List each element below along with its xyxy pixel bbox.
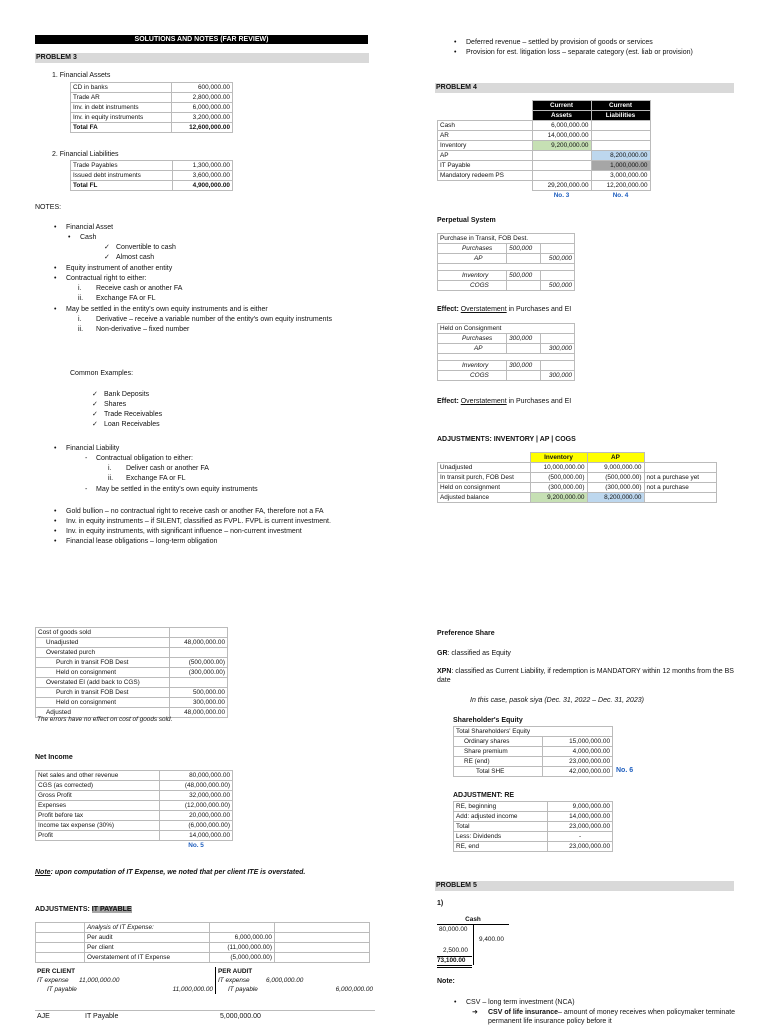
- list-item: • Cash ✓ Convertible to cash ✓ Almost cash: [66, 234, 372, 263]
- table-row: Trade Payables 1,300,000.00: [71, 161, 233, 171]
- table-row: Ordinary shares 15,000,000.00: [454, 737, 613, 747]
- table-row: Inv. in equity instruments 3,200,000.00: [71, 113, 233, 123]
- liability-bullets: [452, 37, 752, 59]
- table-row: Total Shareholders' Equity: [454, 727, 613, 737]
- list-item: • Equity instrument of another entity: [52, 265, 372, 274]
- shareholders-equity-table: [453, 726, 613, 777]
- table-row: Adjusted balance 9,200,000.00 8,200,000.00: [438, 493, 717, 503]
- financial-liabilities-table: [70, 160, 233, 191]
- net-income-table: [35, 770, 233, 850]
- common-examples-list: [90, 389, 162, 432]
- table-row: Total FL 4,900,000.00: [71, 181, 233, 191]
- table-row: Expenses (12,000,000.00): [36, 801, 233, 811]
- table-row: Inventory AP: [438, 453, 717, 463]
- financial-liabilities-label: 2. Financial Liabilities: [52, 151, 119, 158]
- note-label: Note:: [437, 978, 455, 985]
- list-item: • CSV – long term investment (NCA): [452, 999, 752, 1008]
- table-row: PER CLIENT PER AUDIT: [35, 967, 375, 976]
- effect-line-2: Effect: Overstatement in Purchases and EI: [437, 398, 572, 405]
- list-item: ✓ Bank Deposits: [90, 391, 162, 400]
- table-row: Inventory 9,200,000.00: [438, 141, 651, 151]
- table-row: Cost of goods sold: [36, 628, 228, 638]
- adjustment-re-heading: ADJUSTMENT: RE: [453, 792, 515, 799]
- table-row: Analysis of IT Expense:: [36, 923, 370, 933]
- table-row: Inventory 500,000: [438, 271, 575, 281]
- preference-share-heading: Preference Share: [437, 630, 495, 637]
- list-item: • Financial Asset • Cash ✓ Convertible to cash ✓ Almost cash: [52, 224, 372, 264]
- transit-journal: [437, 233, 575, 291]
- table-row: Profit before tax 20,000,000.00: [36, 811, 233, 821]
- table-row: AP 300,000: [438, 344, 575, 354]
- list-item: • Deferred revenue – settled by provision of goods or services: [452, 39, 752, 48]
- table-row: Held on Consignment: [438, 324, 575, 334]
- list-item: - May be settled in the entity's own equity instruments: [82, 486, 372, 495]
- table-row: Issued debt instruments 3,600,000.00: [71, 171, 233, 181]
- list-item: ✓ Convertible to cash: [102, 244, 372, 253]
- notes-heading: NOTES:: [35, 204, 62, 211]
- problem-3-heading: PROBLEM 3: [35, 53, 369, 63]
- page-title: SOLUTIONS AND NOTES (FAR REVIEW): [35, 35, 368, 44]
- list-item: ✓ Loan Receivables: [90, 421, 162, 430]
- table-row: Purchase in Transit, FOB Dest.: [438, 234, 575, 244]
- table-row: CD in banks 600,000.00: [71, 83, 233, 93]
- list-item: i. Derivative – receive a variable number of the entity's own equity instruments: [78, 315, 332, 323]
- table-row: Total SHE 42,000,000.00: [454, 767, 613, 777]
- shareholders-equity-heading: Shareholder's Equity: [453, 717, 523, 724]
- list-item: ii. Non-derivative – fixed number: [78, 326, 190, 333]
- table-row: Per audit 6,000,000.00: [36, 933, 370, 943]
- notes-list: [52, 222, 372, 336]
- table-row: Gross Profit 32,000,000.00: [36, 791, 233, 801]
- adjustments-inventory-table: [437, 452, 717, 503]
- table-row: Current Current: [438, 101, 651, 111]
- net-income-heading: Net Income: [35, 754, 73, 761]
- table-row: Add: adjusted income 14,000,000.00: [454, 812, 613, 822]
- list-item: ➜ CSV of life insurance– amount of money receives when policymaker terminate permanent life insurance policy before it: [472, 1008, 736, 1025]
- it-expense-analysis-table: [35, 922, 370, 963]
- list-item: ii. Exchange FA or FL: [78, 295, 156, 303]
- list-item: • Provision for est. litigation loss – separate category (est. liab or provision): [452, 49, 752, 58]
- table-row: IT expense 11,000,000.00 IT expense 6,000,000.00: [37, 976, 304, 984]
- table-row: Held on consignment (300,000.00): [36, 668, 228, 678]
- table-row: No. 5: [188, 841, 204, 849]
- perpetual-system-heading: Perpetual System: [437, 217, 496, 224]
- it-journal-entries: [35, 967, 375, 994]
- xpn-line: XPN: classified as Current Liability, if redemption is MANDATORY within 12 months from the BS date: [437, 668, 734, 684]
- table-row: Per client (11,000,000.00): [36, 943, 370, 953]
- table-row: COGS 300,000: [438, 371, 575, 381]
- list-item: • Inv. in equity instruments – if SILENT, classified as FVPL. FVPL is current investment.: [52, 518, 382, 527]
- table-row: [438, 264, 575, 271]
- common-examples-label: Common Examples:: [70, 370, 134, 377]
- table-row: [438, 354, 575, 361]
- table-row: Held on consignment 300,000.00: [36, 698, 228, 708]
- table-row: Purch in transit FOB Dest (500,000.00): [36, 658, 228, 668]
- table-row: Inv. in debt instruments 6,000,000.00: [71, 103, 233, 113]
- table-row: RE, beginning 9,000,000.00: [454, 802, 613, 812]
- table-row: Trade AR 2,800,000.00: [71, 93, 233, 103]
- table-row: Purchases 500,000: [438, 244, 575, 254]
- table-row: IT payable 11,000,000.00 IT payable 6,000,000.00: [47, 985, 373, 993]
- list-item: • Financial lease obligations – long-term obligation: [52, 538, 382, 547]
- table-row: AP 8,200,000.00: [438, 151, 651, 161]
- table-row: Cash 6,000,000.00: [438, 121, 651, 131]
- aje-row: AJE IT Payable 5,000,000.00: [35, 1010, 375, 1023]
- cogs-table: [35, 627, 228, 718]
- adjustments-inventory-heading: ADJUSTMENTS: INVENTORY | AP | COGS: [437, 436, 576, 443]
- table-row: Overstatement of IT Expense (5,000,000.00): [36, 953, 370, 963]
- table-row: CGS (as corrected) (48,000,000.00): [36, 781, 233, 791]
- arrow-right-icon: ➜: [472, 1008, 478, 1016]
- table-row: AR 14,000,000.00: [438, 131, 651, 141]
- table-row: Unadjusted 10,000,000.00 9,000,000.00: [438, 463, 717, 473]
- table-row: Less: Dividends -: [454, 832, 613, 842]
- no-6-label: No. 6: [616, 767, 634, 774]
- table-row: IT Payable 1,000,000.00: [438, 161, 651, 171]
- table-row: Overstated purch: [36, 648, 228, 658]
- problem-5-heading: PROBLEM 5: [435, 881, 734, 891]
- current-assets-liabilities-table: [437, 100, 651, 200]
- list-item: • May be settled in the entity's own equity instruments and is either i. Derivative – receive a variable number of the entity's own equity instruments ii. Non-derivative – fixed number: [52, 306, 372, 335]
- list-item: • Financial Liability - Contractual obligation to either: i. Deliver cash or another FA ii. Exchange FA or FL - May be settled in the entity's own equity instruments: [52, 445, 372, 495]
- misc-notes-list: [52, 506, 382, 549]
- adjustment-re-table: [453, 801, 613, 852]
- table-row: AP 500,000: [438, 254, 575, 264]
- consignment-journal: [437, 323, 575, 381]
- table-row: COGS 500,000: [438, 281, 575, 291]
- list-item: ii. Exchange FA or FL: [108, 475, 186, 483]
- table-row: Inventory 300,000: [438, 361, 575, 371]
- financial-assets-table: [70, 82, 233, 133]
- table-row: Net sales and other revenue 80,000,000.00: [36, 771, 233, 781]
- table-row: Mandatory redeem PS 3,000,000.00: [438, 171, 651, 181]
- gr-line: GR: classified as Equity: [437, 650, 511, 657]
- effect-line-1: Effect: Overstatement in Purchases and EI: [437, 306, 572, 313]
- item-1-label: 1): [437, 900, 444, 907]
- table-row: Total FA 12,600,000.00: [71, 123, 233, 133]
- list-item: i. Receive cash or another FA: [78, 285, 183, 292]
- table-row: RE (end) 23,000,000.00: [454, 757, 613, 767]
- list-item: • Inv. in equity instruments, with significant influence – non-current investment: [52, 528, 382, 537]
- table-row: Assets Liabilities: [438, 111, 651, 121]
- list-item: i. Deliver cash or another FA: [108, 465, 209, 472]
- list-item: • Contractual right to either: i. Receive cash or another FA ii. Exchange FA or FL: [52, 275, 372, 304]
- table-row: Overstated EI (add back to CGS): [36, 678, 228, 688]
- table-row: Purch in transit FOB Dest 500,000.00: [36, 688, 228, 698]
- list-item: - Contractual obligation to either: i. Deliver cash or another FA ii. Exchange FA or FL: [82, 455, 372, 484]
- case-note: In this case, pasok siya (Dec. 31, 2022 – Dec. 31, 2023): [470, 697, 644, 704]
- list-item: ✓ Trade Receivables: [90, 411, 162, 420]
- cash-t-account: Cash 80,000.00 9,400.00 2,500.00 73,100.00: [437, 916, 509, 966]
- table-row: Profit 14,000,000.00: [36, 831, 233, 841]
- table-row: Share premium 4,000,000.00: [454, 747, 613, 757]
- cogs-note: The errors have no effect on cost of goods sold.: [37, 716, 173, 723]
- problem-4-heading: PROBLEM 4: [435, 83, 734, 93]
- table-row: 29,200,000.00 12,200,000.00: [438, 181, 651, 191]
- table-row: Unadjusted 48,000,000.00: [36, 638, 228, 648]
- financial-liability-notes: [52, 443, 372, 496]
- list-item: ✓ Shares: [90, 401, 162, 410]
- table-row: No. 3 No. 4: [553, 191, 629, 199]
- csv-notes-list: [452, 997, 752, 1028]
- table-row: Income tax expense (30%) (6,000,000.00): [36, 821, 233, 831]
- table-row: Total 23,000,000.00: [454, 822, 613, 832]
- table-row: RE, end 23,000,000.00: [454, 842, 613, 852]
- ite-note: Note: upon computation of IT Expense, we noted that per client ITE is overstated.: [35, 869, 306, 876]
- table-row: Adjusted 48,000,000.00: [36, 708, 228, 718]
- list-item: ✓ Almost cash: [102, 254, 372, 263]
- table-row: Held on consignment (300,000.00) (300,000.00) not a purchase: [438, 483, 717, 493]
- list-item: • Gold bullion – no contractual right to receive cash or another FA, therefore not a FA: [52, 508, 382, 517]
- financial-assets-label: 1. Financial Assets: [52, 72, 111, 79]
- table-row: Purchases 300,000: [438, 334, 575, 344]
- table-row: In transit purch, FOB Dest (500,000.00) (500,000.00) not a purchase yet: [438, 473, 717, 483]
- adjustments-it-payable-heading: ADJUSTMENTS: IT PAYABLE: [35, 906, 132, 913]
